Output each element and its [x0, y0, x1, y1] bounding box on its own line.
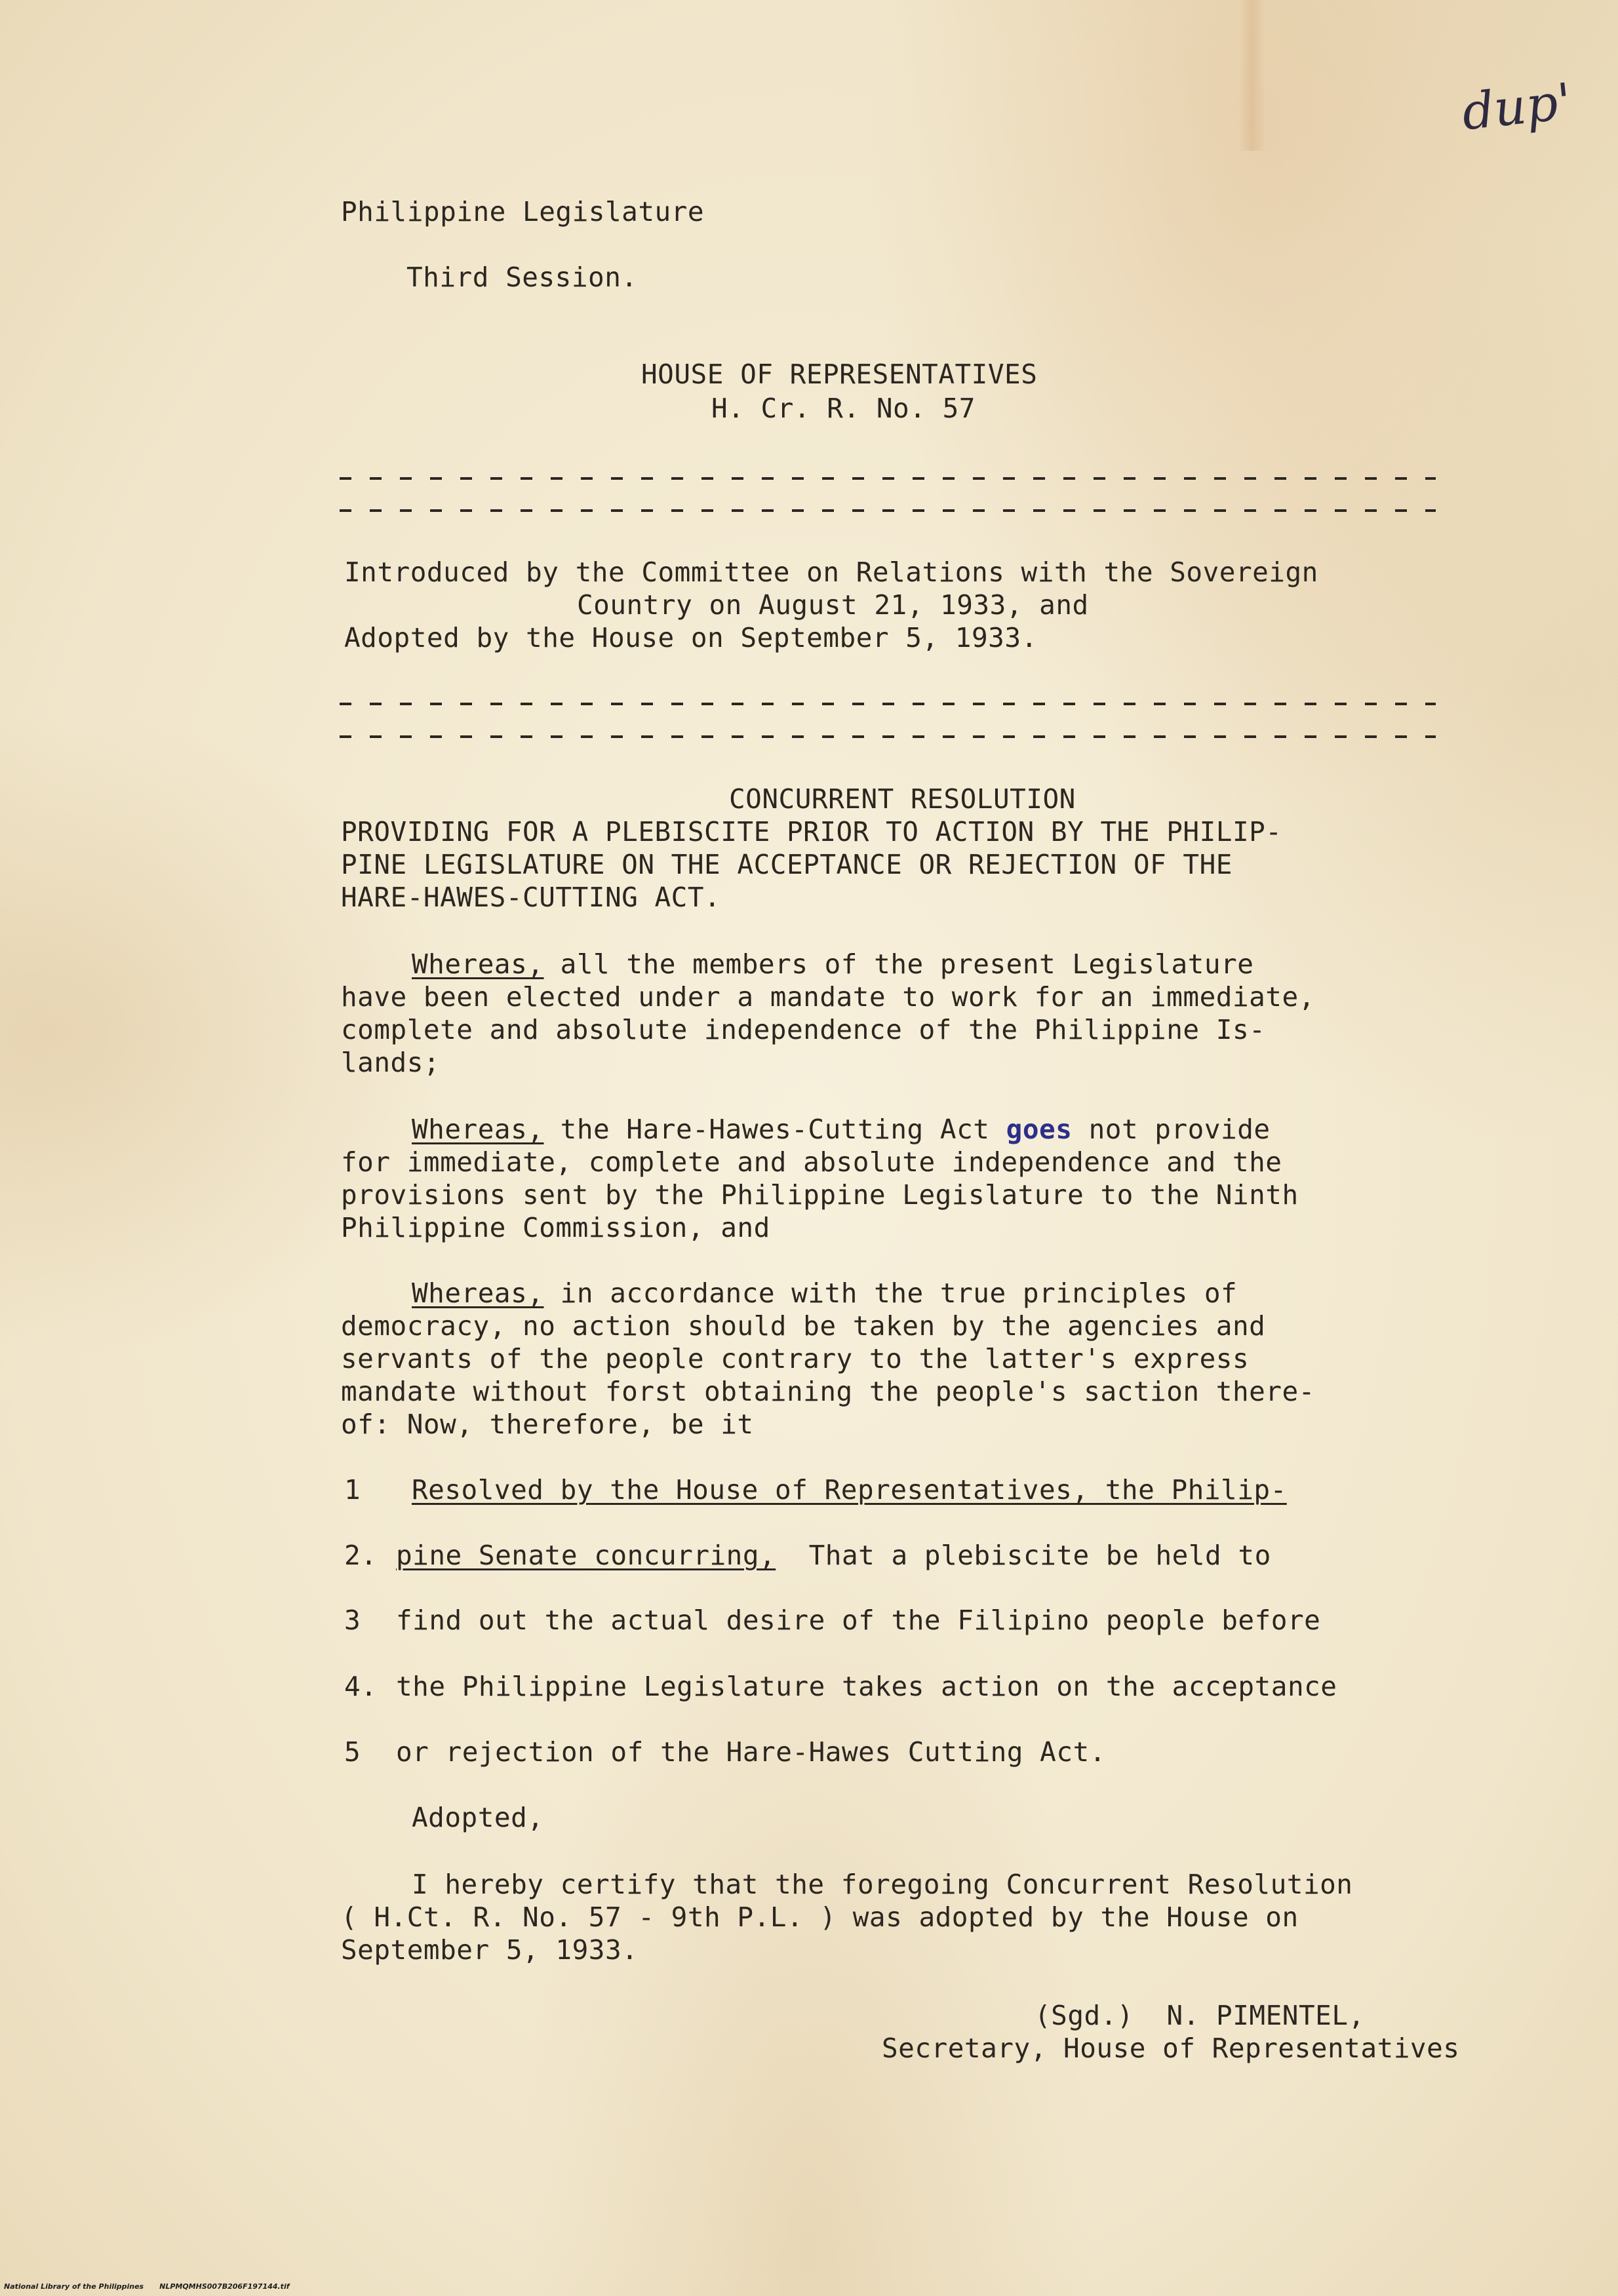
resolved-line-2-text: pine Senate concurring, That a plebiscite be held to	[396, 1540, 1271, 1571]
whereas-3-line-3: servants of the people contrary to the latter's express	[341, 1343, 1250, 1374]
whereas-3-line-2: democracy, no action should be taken by the agencies and	[341, 1310, 1266, 1342]
whereas-1-line-4: lands;	[341, 1047, 441, 1078]
resolved-line-1-text: Resolved by the House of Representatives, the Philip-	[412, 1474, 1287, 1506]
library-label: National Library of the Philippines	[4, 2282, 144, 2291]
resolved-line-5	[344, 1736, 361, 1768]
line-number: 1	[344, 1474, 361, 1506]
file-label: NLPMQMHS007B206F197144.tif	[159, 2282, 290, 2291]
whereas-keyword: Whereas,	[412, 1277, 544, 1309]
whereas-1-line-2: have been elected under a mandate to work for an immediate,	[341, 981, 1315, 1013]
title-line-2: PINE LEGISLATURE ON THE ACCEPTANCE OR REJECTION OF THE	[341, 849, 1233, 880]
whereas-2-line-1: Whereas, the Hare-Hawes-Cutting Act goes not provide	[412, 1114, 1271, 1145]
adopted-label: Adopted,	[412, 1802, 544, 1833]
resolved-line-4-text: the Philippine Legislature takes action on the acceptance	[396, 1671, 1337, 1702]
divider-line	[340, 735, 1436, 738]
resolved-line-4	[344, 1670, 377, 1703]
title-line-3: HARE-HAWES-CUTTING ACT.	[341, 882, 721, 913]
whereas-keyword: Whereas,	[412, 1114, 544, 1145]
whereas-1-line-3: complete and absolute independence of the Philippine Is-	[341, 1014, 1266, 1045]
intro-line-1: Introduced by the Committee on Relations with the Sovereign	[344, 556, 1318, 588]
whereas-2-line-2: for immediate, complete and absolute independence and the	[341, 1146, 1282, 1178]
resolved-line-5-text: or rejection of the Hare-Hawes Cutting Act.	[396, 1736, 1106, 1768]
paper-fold-stain	[1239, 0, 1265, 151]
whereas-3-line-1: Whereas, in accordance with the true principles of	[412, 1277, 1238, 1309]
line-number: 2.	[344, 1540, 378, 1571]
resolution-number: H. Cr. R. No. 57	[711, 393, 976, 424]
whereas-2-line-4: Philippine Commission, and	[341, 1212, 770, 1243]
line-number: 4.	[344, 1671, 378, 1702]
whereas-1-line-1: Whereas, all the members of the present Legislature	[412, 948, 1254, 980]
resolved-line-3	[344, 1604, 361, 1637]
divider-line	[340, 477, 1436, 480]
signature-title: Secretary, House of Representatives	[882, 2033, 1460, 2064]
legislature-name: Philippine Legislature	[341, 196, 705, 227]
resolved-line-3-text: find out the actual desire of the Filipino people before	[396, 1605, 1321, 1636]
blue-ink-correction: goes	[1006, 1114, 1073, 1145]
certification-line-2: ( H.Ct. R. No. 57 - 9th P.L. ) was adopted by the House on	[341, 1901, 1299, 1933]
divider-line	[340, 509, 1436, 512]
handwritten-note: dup'	[1459, 71, 1575, 142]
intro-line-3: Adopted by the House on September 5, 1933.	[344, 622, 1038, 653]
session-label: Third Session.	[406, 262, 638, 293]
scan-footer	[4, 2282, 306, 2291]
whereas-keyword: Whereas,	[412, 948, 544, 980]
resolution-heading: CONCURRENT RESOLUTION	[729, 783, 1076, 815]
divider-line	[340, 703, 1436, 705]
signature-name: (Sgd.) N. PIMENTEL,	[1035, 2000, 1365, 2031]
intro-line-2: Country on August 21, 1933, and	[577, 589, 1089, 621]
certification-line-1: I hereby certify that the foregoing Concurrent Resolution	[412, 1869, 1353, 1900]
whereas-2-line-3: provisions sent by the Philippine Legislature to the Ninth	[341, 1179, 1299, 1211]
whereas-3-line-4: mandate without forst obtaining the people's saction there-	[341, 1376, 1315, 1407]
resolved-line-1	[344, 1473, 361, 1506]
whereas-3-line-5: of: Now, therefore, be it	[341, 1409, 754, 1440]
resolved-line-2	[344, 1539, 377, 1572]
line-number: 5	[344, 1736, 361, 1768]
certification-line-3: September 5, 1933.	[341, 1934, 639, 1966]
title-line-1: PROVIDING FOR A PLEBISCITE PRIOR TO ACTION BY THE PHILIP-	[341, 816, 1282, 847]
chamber-heading: HOUSE OF REPRESENTATIVES	[641, 359, 1038, 390]
line-number: 3	[344, 1605, 361, 1636]
